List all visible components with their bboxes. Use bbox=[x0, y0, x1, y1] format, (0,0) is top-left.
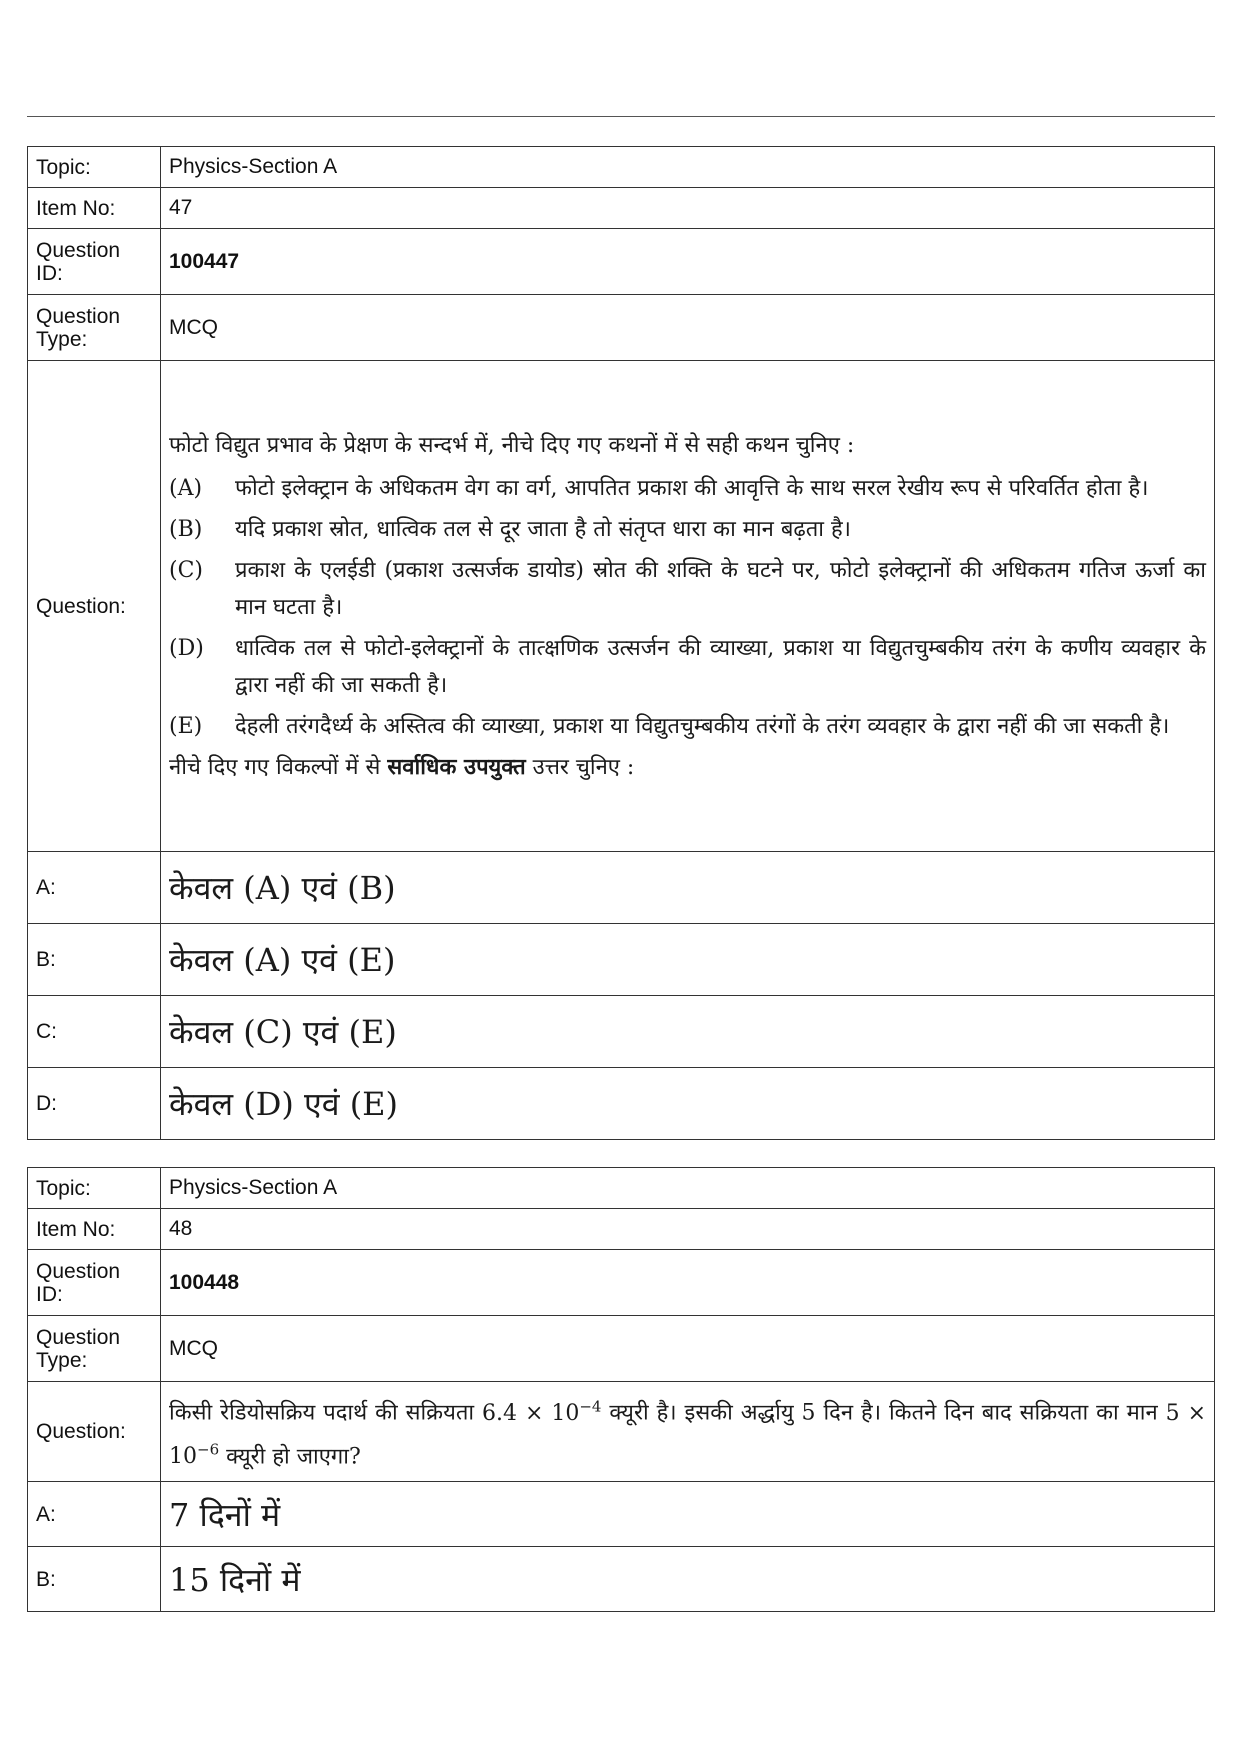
item-no-value: 48 bbox=[161, 1209, 1215, 1250]
item-no-label: Item No: bbox=[28, 188, 161, 229]
question-body: किसी रेडियोसक्रिय पदार्थ की सक्रियता $6.4 \times 10^{-4}$ क्यूरी है। इसकी अर्द्धायु 5 दिन है। कितने दिन बाद सक्रियता का मान $5 \times 10^{-6}$ क्यूरी हो जाएगा? bbox=[161, 1382, 1215, 1482]
item-no-label: Item No: bbox=[28, 1209, 161, 1250]
question-table-48 bbox=[27, 1167, 1215, 1612]
question-row bbox=[28, 1382, 1215, 1482]
item-no-row bbox=[28, 188, 1215, 229]
option-a-label: A: bbox=[28, 1482, 161, 1547]
topic-label: Topic: bbox=[28, 147, 161, 188]
question-label: Question: bbox=[28, 1382, 161, 1482]
question-body bbox=[161, 361, 1215, 852]
question-type-row bbox=[28, 1316, 1215, 1382]
statement-d: (D) धात्विक तल से फोटो-इलेक्ट्रानों के तात्क्षणिक उत्सर्जन की व्याख्या, प्रकाश या विद्युतचुम्बकीय तरंग के कणीय व्यवहार के द्वारा नहीं की जा सकती है। bbox=[169, 635, 1206, 698]
question-id-row bbox=[28, 1250, 1215, 1316]
option-c-row bbox=[28, 996, 1215, 1068]
statement-e: (E) देहली तरंगदैर्ध्य के अस्तित्व की व्याख्या, प्रकाश या विद्युतचुम्बकीय तरंगों के तरंग व्यवहार के द्वारा नहीं की जा सकती है। bbox=[169, 713, 1170, 739]
item-no-row bbox=[28, 1209, 1215, 1250]
question-id-value: 100447 bbox=[161, 229, 1215, 295]
option-d-row bbox=[28, 1068, 1215, 1140]
topic-value: Physics-Section A bbox=[161, 147, 1215, 188]
option-d-label: D: bbox=[28, 1068, 161, 1140]
option-a-row bbox=[28, 1482, 1215, 1547]
option-b-label: B: bbox=[28, 1547, 161, 1612]
header-rule bbox=[27, 116, 1215, 117]
option-d-text[interactable]: केवल (D) एवं (E) bbox=[161, 1068, 1215, 1140]
option-a-row bbox=[28, 852, 1215, 924]
statement-b: (B) यदि प्रकाश स्रोत, धात्विक तल से दूर जाता है तो संतृप्त धारा का मान बढ़ता है। bbox=[169, 516, 852, 542]
question-type-value: MCQ bbox=[161, 295, 1215, 361]
question-id-label: Question ID: bbox=[28, 1250, 161, 1316]
question-id-value: 100448 bbox=[161, 1250, 1215, 1316]
item-no-value: 47 bbox=[161, 188, 1215, 229]
question-type-row bbox=[28, 295, 1215, 361]
option-a-label: A: bbox=[28, 852, 161, 924]
option-a-text[interactable]: केवल (A) एवं (B) bbox=[161, 852, 1215, 924]
question-table-47 bbox=[27, 146, 1215, 1140]
topic-row bbox=[28, 147, 1215, 188]
option-c-text[interactable]: केवल (C) एवं (E) bbox=[161, 996, 1215, 1068]
topic-value: Physics-Section A bbox=[161, 1168, 1215, 1209]
activity-final: $5 \times 10^{-6}$ bbox=[169, 1400, 1206, 1469]
question-stem: फोटो विद्युत प्रभाव के प्रेक्षण के सन्दर्भ में, नीचे दिए गए कथनों में से सही कथन चुनिए : bbox=[169, 432, 855, 458]
option-b-text[interactable]: केवल (A) एवं (E) bbox=[161, 924, 1215, 996]
question-type-label: Question Type: bbox=[28, 1316, 161, 1382]
question-type-value: MCQ bbox=[161, 1316, 1215, 1382]
closing-emphasis: सर्वाधिक उपयुक्त bbox=[387, 753, 526, 780]
activity-initial: $6.4 \times 10^{-4}$ bbox=[482, 1397, 602, 1426]
option-a-text[interactable]: 7 दिनों में bbox=[161, 1482, 1215, 1547]
statement-a: (A) फोटो इलेक्ट्रान के अधिकतम वेग का वर्ग, आपतित प्रकाश की आवृत्ति के साथ सरल रेखीय रूप से परिवर्तित होता है। bbox=[169, 475, 1149, 501]
question-type-label: Question Type: bbox=[28, 295, 161, 361]
option-b-label: B: bbox=[28, 924, 161, 996]
topic-row bbox=[28, 1168, 1215, 1209]
statement-c: (C) प्रकाश के एलईडी (प्रकाश उत्सर्जक डायोड) स्रोत की शक्ति के घटने पर, फोटो इलेक्ट्रानों की अधिकतम गतिज ऊर्जा का मान घटता है। bbox=[169, 557, 1206, 620]
question-id-row bbox=[28, 229, 1215, 295]
question-row bbox=[28, 361, 1215, 852]
option-b-row bbox=[28, 1547, 1215, 1612]
option-b-row bbox=[28, 924, 1215, 996]
topic-label: Topic: bbox=[28, 1168, 161, 1209]
question-id-label: Question ID: bbox=[28, 229, 161, 295]
question-label: Question: bbox=[28, 361, 161, 852]
question-closing: नीचे दिए गए विकल्पों में से सर्वाधिक उपयुक्त उत्तर चुनिए : bbox=[169, 753, 635, 780]
option-c-label: C: bbox=[28, 996, 161, 1068]
option-b-text[interactable]: 15 दिनों में bbox=[161, 1547, 1215, 1612]
